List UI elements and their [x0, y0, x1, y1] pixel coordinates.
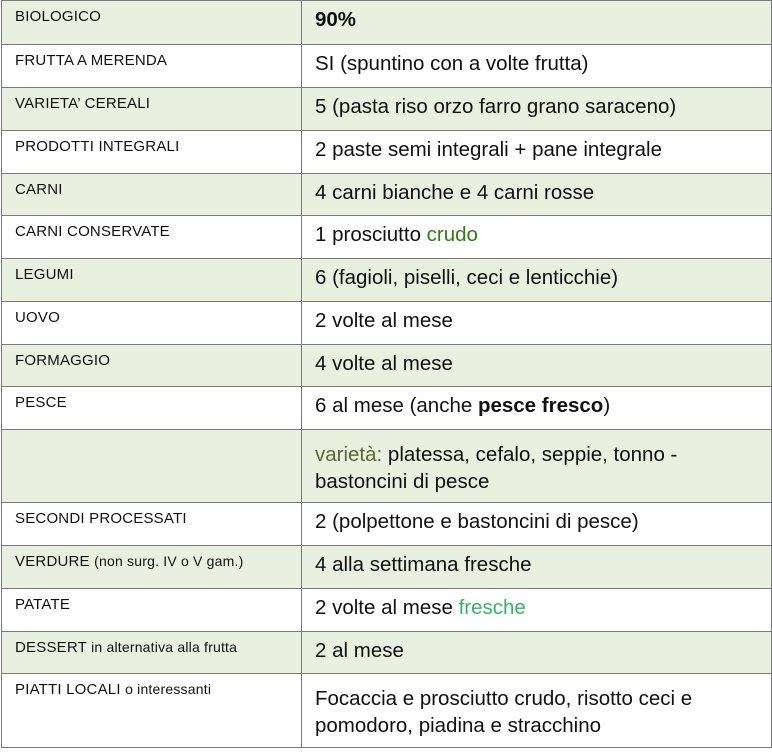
row-value: [302, 589, 772, 632]
row-value: [302, 387, 772, 430]
row-value: [302, 430, 772, 503]
row-value: SI (spuntino con a volte frutta): [302, 45, 772, 88]
row-label: [2, 674, 302, 748]
row-value: 2 (polpettone e bastoncini di pesce): [302, 503, 772, 546]
row-label: [2, 632, 302, 674]
label-note: o interessanti: [125, 681, 212, 697]
school-menu-table: [1, 0, 772, 748]
row-value: 4 carni bianche e 4 carni rosse: [302, 174, 772, 216]
row-legumi: [2, 259, 772, 302]
row-pesce: [2, 387, 772, 430]
value-text: 6 al mese (anche: [315, 394, 478, 417]
value-highlight: fresche: [458, 596, 526, 619]
row-label: BIOLOGICO: [2, 1, 302, 45]
row-verdure: [2, 546, 772, 589]
row-label: CARNI CONSERVATE: [2, 216, 302, 259]
row-label: PATATE: [2, 589, 302, 632]
row-label: PESCE: [2, 387, 302, 430]
row-value: 4 alla settimana fresche: [302, 546, 772, 589]
value-text: 2 volte al mese: [315, 596, 459, 619]
row-label: CARNI: [2, 174, 302, 216]
row-value: Focaccia e prosciutto crudo, risotto ceci e pomodoro, piadina e stracchino: [302, 674, 772, 748]
row-value: 90%: [302, 1, 772, 45]
label-note: in alternativa alla frutta: [91, 639, 238, 655]
value-text: platessa, cefalo, seppie, tonno - bastoncini di pesce: [315, 443, 678, 493]
label-main: PIATTI LOCALI: [15, 681, 126, 698]
row-value: 6 (fagioli, piselli, ceci e lenticchie): [302, 259, 772, 302]
row-value: 2 volte al mese: [302, 302, 772, 345]
row-pesce-varieta: [2, 430, 772, 503]
row-value: 2 al mese: [302, 632, 772, 674]
row-value: 2 paste semi integrali + pane integrale: [302, 131, 772, 174]
row-dessert: [2, 632, 772, 674]
value-highlight: crudo: [426, 223, 478, 246]
row-label: PRODOTTI INTEGRALI: [2, 131, 302, 174]
row-label: VARIETA’ CEREALI: [2, 88, 302, 131]
row-piatti-locali: [2, 674, 772, 748]
row-value: 5 (pasta riso orzo farro grano saraceno): [302, 88, 772, 131]
value-text-end: ): [603, 394, 611, 417]
row-label: [2, 430, 302, 503]
label-main: DESSERT: [15, 639, 92, 656]
value-text: 1 prosciutto: [315, 223, 427, 246]
value-prefix: varietà:: [315, 443, 388, 466]
row-label: SECONDI PROCESSATI: [2, 503, 302, 546]
row-label: LEGUMI: [2, 259, 302, 302]
label-main: VERDURE: [15, 553, 95, 570]
row-varieta-cereali: [2, 88, 772, 131]
label-note: (non surg. IV o V gam.): [94, 553, 244, 569]
row-label: [2, 546, 302, 589]
row-carni: [2, 174, 772, 216]
row-uovo: [2, 302, 772, 345]
row-label: UOVO: [2, 302, 302, 345]
row-carni-conservate: [2, 216, 772, 259]
row-frutta-a-merenda: [2, 45, 772, 88]
row-formaggio: [2, 345, 772, 387]
row-value: [302, 216, 772, 259]
row-value: 4 volte al mese: [302, 345, 772, 387]
row-secondi-processati: [2, 503, 772, 546]
row-biologico: [2, 1, 772, 45]
row-prodotti-integrali: [2, 131, 772, 174]
row-label: FRUTTA A MERENDA: [2, 45, 302, 88]
value-highlight: pesce fresco: [477, 394, 604, 417]
row-patate: [2, 589, 772, 632]
row-label: FORMAGGIO: [2, 345, 302, 387]
